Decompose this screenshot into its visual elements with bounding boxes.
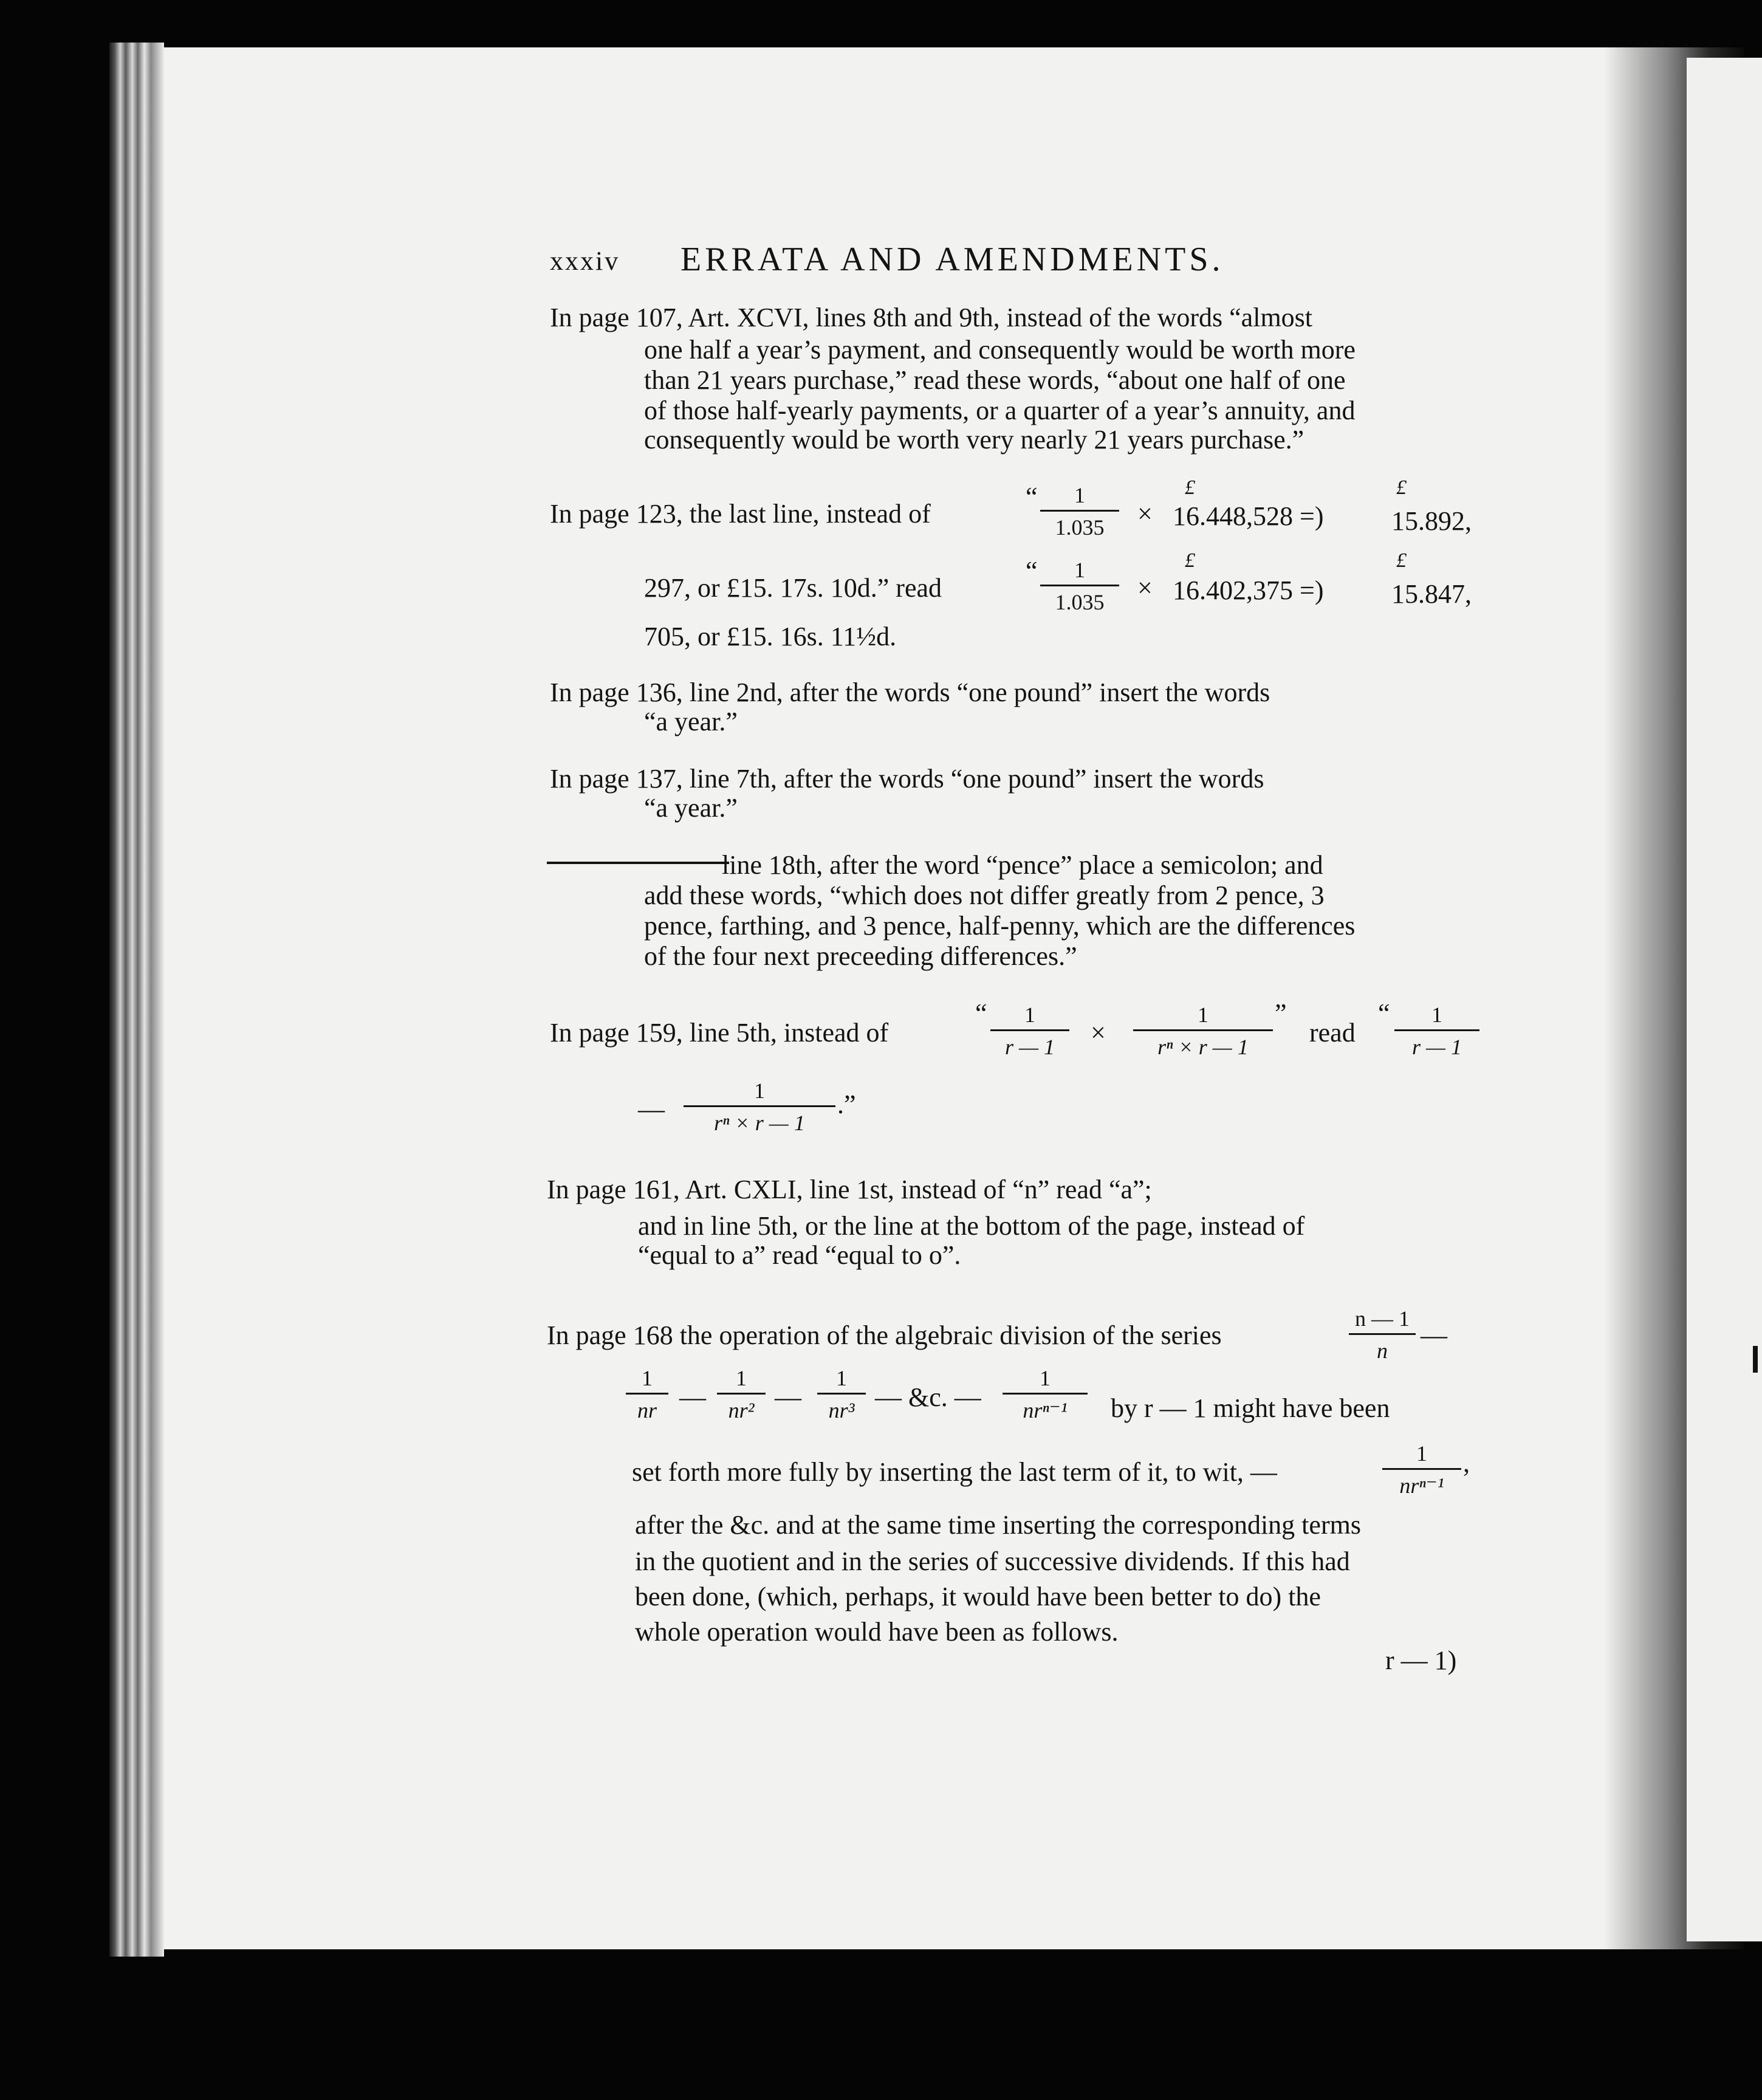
fraction-1-over-rn-times-r-minus-1: $\frac{1}{\text{rⁿ × r — 1}}$	[684, 1079, 835, 1135]
erratum-line: set forth more fully by inserting the last term of it, to wit, —	[632, 1457, 1277, 1487]
erratum-value: 16.448,528 =)	[1173, 501, 1324, 531]
fraction-1-over-1035: $\frac{1}{1.035}$	[1040, 558, 1119, 614]
fraction-1-over-r-minus-1: $\frac{1}{r — 1}$	[990, 1003, 1069, 1059]
erratum-value: 15.892,	[1391, 506, 1472, 536]
series-term: $\frac{1}{\text{nr²}}$	[717, 1366, 766, 1422]
erratum-line: consequently would be worth very nearly 21 years purchase.”	[644, 425, 1304, 455]
fraction-n-minus-1-over-n: $\frac{n — 1}{n}$	[1349, 1306, 1416, 1363]
minus-sign: —	[679, 1382, 706, 1412]
pound-sign: £	[1185, 549, 1195, 572]
erratum-line: In page 168 the operation of the algebraic division of the series	[547, 1320, 1222, 1350]
erratum-value: 15.847,	[1391, 579, 1472, 609]
erratum-value: 16.402,375 =)	[1173, 575, 1324, 605]
open-quote: “	[1026, 482, 1038, 512]
erratum-line: add these words, “which does not differ greatly from 2 pence, 3	[644, 880, 1325, 910]
erratum-line: In page 159, line 5th, instead of	[550, 1018, 889, 1048]
erratum-line: by r — 1 might have been	[1111, 1393, 1390, 1423]
etc-text: — &c. —	[875, 1382, 981, 1412]
erratum-line: of those half-yearly payments, or a quarter of a year’s annuity, and	[644, 396, 1356, 425]
erratum-line: In page 161, Art. CXLI, line 1st, instead of “n” read “a”;	[547, 1175, 1152, 1204]
open-quote: “	[975, 998, 987, 1028]
facing-page-edge	[1687, 58, 1762, 1941]
open-quote: “	[1026, 556, 1038, 586]
fraction-last-term: 1 nrⁿ⁻¹	[1382, 1441, 1461, 1498]
fraction-1-over-r-minus-1: $\frac{1}{r — 1}$	[1394, 1003, 1479, 1059]
erratum-line: after the &c. and at the same time inserting the corresponding terms	[635, 1510, 1361, 1540]
erratum-line: 705, or £15. 16s. 11½d.	[644, 622, 897, 651]
read-word: read	[1309, 1018, 1356, 1048]
pound-sign: £	[1396, 549, 1407, 572]
fraction-1-over-1035: $\frac{1}{1.035}$	[1040, 483, 1119, 540]
erratum-line: In page 136, line 2nd, after the words “one pound” insert the words	[550, 678, 1270, 707]
times-sign: ×	[1137, 499, 1153, 529]
page-title: ERRATA AND AMENDMENTS.	[680, 241, 1224, 278]
close-quote: ”	[1275, 998, 1287, 1028]
erratum-line: line 18th, after the word “pence” place a semicolon; and	[722, 850, 1323, 880]
page-folio: xxxiv	[550, 246, 620, 276]
open-quote: “	[1378, 998, 1390, 1028]
facing-page-mark	[1753, 1346, 1758, 1373]
catchword: r — 1)	[1385, 1645, 1457, 1675]
erratum-line: whole operation would have been as follows.	[635, 1617, 1119, 1647]
fraction-1-over-rn-times-r-minus-1: $\frac{1}{\text{rⁿ × r — 1}}$	[1133, 1003, 1273, 1059]
erratum-line: pence, farthing, and 3 pence, half-penny, which are the differences	[644, 911, 1356, 941]
erratum-line: in the quotient and in the series of successive dividends. If this had	[635, 1546, 1350, 1576]
ditto-rule	[547, 862, 729, 864]
series-term: $\frac{1}{\text{nr³}}$	[817, 1366, 866, 1422]
erratum-line: one half a year’s payment, and consequently would be worth more	[644, 335, 1356, 365]
erratum-line: “equal to a” read “equal to o”.	[638, 1240, 961, 1270]
series-term: $\frac{1}{nr}$	[626, 1366, 668, 1422]
erratum-line: been done, (which, perhaps, it would have been better to do) the	[635, 1582, 1321, 1611]
erratum-line: “a year.”	[644, 707, 738, 736]
erratum-line: In page 107, Art. XCVI, lines 8th and 9th, instead of the words “almost	[550, 303, 1313, 332]
times-sign: ×	[1137, 573, 1153, 603]
erratum-line: In page 137, line 7th, after the words “one pound” insert the words	[550, 764, 1264, 794]
minus-sign: —	[775, 1382, 801, 1412]
erratum-line: than 21 years purchase,” read these words, “about one half of one	[644, 365, 1346, 395]
times-sign: ×	[1091, 1018, 1106, 1048]
erratum-line: 297, or £15. 17s. 10d.” read	[644, 573, 942, 603]
erratum-line: “a year.”	[644, 793, 738, 823]
erratum-line: of the four next preceeding differences.”	[644, 941, 1077, 971]
book-spine	[109, 43, 164, 1957]
minus-sign: —	[1421, 1320, 1447, 1350]
erratum-line: and in line 5th, or the line at the bottom of the page, instead of	[638, 1211, 1305, 1241]
pound-sign: £	[1185, 476, 1195, 499]
minus-sign: —	[638, 1094, 665, 1124]
pound-sign: £	[1396, 476, 1407, 499]
closing-punctuation: .”	[837, 1089, 856, 1119]
comma: ,	[1463, 1448, 1470, 1478]
erratum-line: In page 123, the last line, instead of	[550, 499, 931, 529]
series-last-term: 1 nrⁿ⁻¹	[1003, 1366, 1088, 1422]
